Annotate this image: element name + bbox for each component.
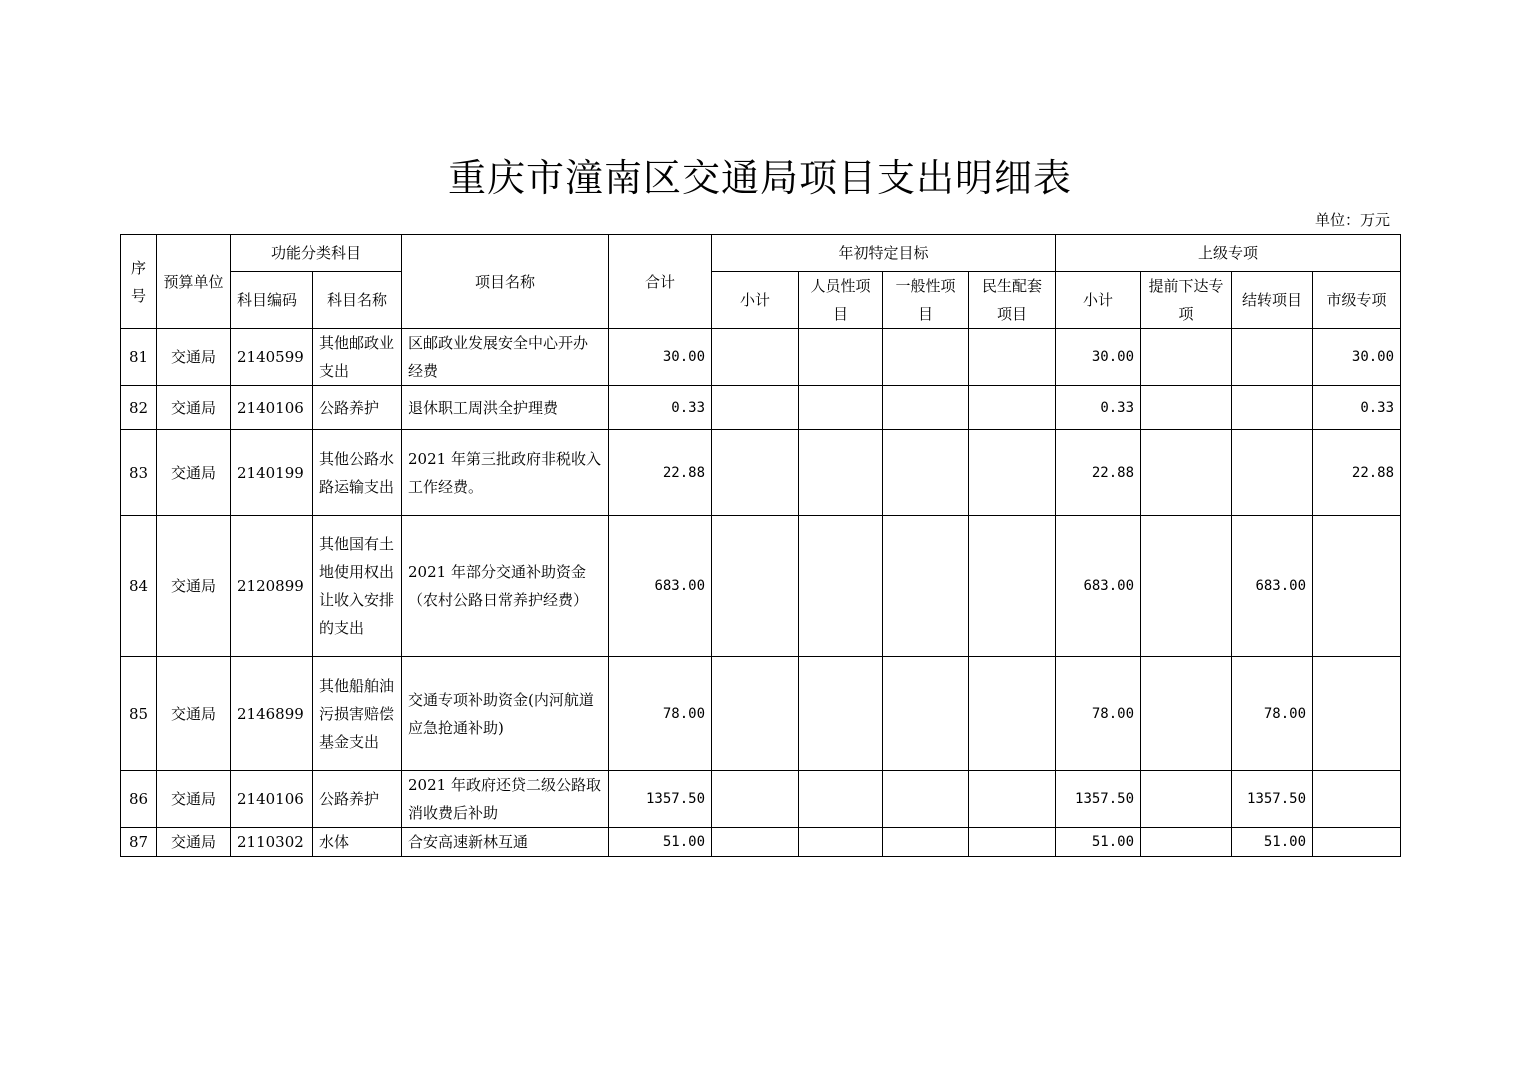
cell-general: [883, 329, 969, 386]
cell-personnel: [799, 386, 883, 430]
cell-general: [883, 657, 969, 771]
cell-unit: 交通局: [157, 329, 231, 386]
header-advance: 提前下达专项: [1141, 272, 1232, 329]
cell-unit: 交通局: [157, 828, 231, 857]
cell-municipal: 22.88: [1313, 430, 1401, 516]
cell-general: [883, 828, 969, 857]
cell-superior-subtotal: 22.88: [1056, 430, 1141, 516]
cell-code: 2140106: [231, 771, 313, 828]
header-func-class: 功能分类科目: [231, 235, 402, 272]
cell-code: 2140199: [231, 430, 313, 516]
cell-subject: 其他邮政业支出: [313, 329, 402, 386]
cell-carryover: 78.00: [1232, 657, 1313, 771]
cell-total: 51.00: [609, 828, 712, 857]
cell-superior-subtotal: 683.00: [1056, 516, 1141, 657]
cell-superior-subtotal: 30.00: [1056, 329, 1141, 386]
cell-annual-subtotal: [712, 657, 799, 771]
cell-superior-subtotal: 0.33: [1056, 386, 1141, 430]
cell-advance: [1141, 771, 1232, 828]
cell-project: 2021 年第三批政府非税收入工作经费。: [402, 430, 609, 516]
cell-annual-subtotal: [712, 430, 799, 516]
header-personnel: 人员性项目: [799, 272, 883, 329]
cell-total: 30.00: [609, 329, 712, 386]
cell-subject: 其他国有土地使用权出让收入安排的支出: [313, 516, 402, 657]
cell-subject: 水体: [313, 828, 402, 857]
cell-livelihood: [969, 329, 1056, 386]
table-row: [121, 386, 1401, 430]
cell-personnel: [799, 828, 883, 857]
cell-subject: 公路养护: [313, 771, 402, 828]
header-subject-name: 科目名称: [313, 272, 402, 329]
expenditure-table: [120, 234, 1401, 857]
cell-seq: 87: [121, 828, 157, 857]
table-row: [121, 329, 1401, 386]
header-general: 一般性项目: [883, 272, 969, 329]
cell-seq: 84: [121, 516, 157, 657]
table-header: [121, 235, 1401, 329]
cell-subject: 其他公路水路运输支出: [313, 430, 402, 516]
cell-unit: 交通局: [157, 771, 231, 828]
cell-personnel: [799, 516, 883, 657]
cell-personnel: [799, 430, 883, 516]
cell-carryover: [1232, 386, 1313, 430]
cell-advance: [1141, 516, 1232, 657]
header-total: 合计: [609, 235, 712, 329]
cell-unit: 交通局: [157, 430, 231, 516]
cell-project: 2021 年政府还贷二级公路取消收费后补助: [402, 771, 609, 828]
cell-carryover: 1357.50: [1232, 771, 1313, 828]
cell-municipal: [1313, 657, 1401, 771]
cell-total: 0.33: [609, 386, 712, 430]
cell-total: 78.00: [609, 657, 712, 771]
cell-project: 2021 年部分交通补助资金（农村公路日常养护经费）: [402, 516, 609, 657]
cell-subject: 公路养护: [313, 386, 402, 430]
cell-carryover: [1232, 329, 1313, 386]
table-row: [121, 516, 1401, 657]
cell-project: 退休职工周洪全护理费: [402, 386, 609, 430]
cell-annual-subtotal: [712, 386, 799, 430]
cell-unit: 交通局: [157, 516, 231, 657]
header-budget-unit: 预算单位: [157, 235, 231, 329]
cell-seq: 85: [121, 657, 157, 771]
cell-subject: 其他船舶油污损害赔偿基金支出: [313, 657, 402, 771]
page-title: 重庆市潼南区交通局项目支出明细表: [447, 156, 1072, 200]
header-project-name: 项目名称: [402, 235, 609, 329]
table-row: [121, 828, 1401, 857]
cell-livelihood: [969, 430, 1056, 516]
cell-carryover: 683.00: [1232, 516, 1313, 657]
cell-advance: [1141, 657, 1232, 771]
header-seq: 序号: [121, 235, 157, 329]
header-annual-subtotal: 小计: [712, 272, 799, 329]
cell-seq: 83: [121, 430, 157, 516]
header-municipal: 市级专项: [1313, 272, 1401, 329]
cell-superior-subtotal: 78.00: [1056, 657, 1141, 771]
table-row: [121, 430, 1401, 516]
cell-livelihood: [969, 516, 1056, 657]
cell-annual-subtotal: [712, 771, 799, 828]
header-carryover: 结转项目: [1232, 272, 1313, 329]
table-row: [121, 657, 1401, 771]
cell-municipal: [1313, 828, 1401, 857]
cell-personnel: [799, 329, 883, 386]
cell-project: 合安高速新林互通: [402, 828, 609, 857]
cell-livelihood: [969, 828, 1056, 857]
cell-seq: 86: [121, 771, 157, 828]
cell-general: [883, 771, 969, 828]
cell-livelihood: [969, 771, 1056, 828]
cell-superior-subtotal: 1357.50: [1056, 771, 1141, 828]
cell-advance: [1141, 828, 1232, 857]
cell-total: 683.00: [609, 516, 712, 657]
cell-code: 2110302: [231, 828, 313, 857]
header-subject-code: 科目编码: [231, 272, 313, 329]
cell-advance: [1141, 430, 1232, 516]
cell-annual-subtotal: [712, 516, 799, 657]
cell-project: 交通专项补助资金(内河航道应急抢通补助): [402, 657, 609, 771]
cell-total: 22.88: [609, 430, 712, 516]
cell-unit: 交通局: [157, 657, 231, 771]
cell-personnel: [799, 771, 883, 828]
cell-carryover: 51.00: [1232, 828, 1313, 857]
cell-annual-subtotal: [712, 828, 799, 857]
cell-livelihood: [969, 657, 1056, 771]
cell-advance: [1141, 386, 1232, 430]
cell-superior-subtotal: 51.00: [1056, 828, 1141, 857]
cell-seq: 82: [121, 386, 157, 430]
cell-code: 2120899: [231, 516, 313, 657]
cell-livelihood: [969, 386, 1056, 430]
header-superior: 上级专项: [1056, 235, 1401, 272]
cell-seq: 81: [121, 329, 157, 386]
cell-general: [883, 516, 969, 657]
cell-total: 1357.50: [609, 771, 712, 828]
cell-code: 2140106: [231, 386, 313, 430]
cell-advance: [1141, 329, 1232, 386]
table-row: [121, 771, 1401, 828]
cell-annual-subtotal: [712, 329, 799, 386]
cell-carryover: [1232, 430, 1313, 516]
cell-code: 2140599: [231, 329, 313, 386]
unit-label: 单位：万元: [1314, 211, 1390, 229]
header-annual-target: 年初特定目标: [712, 235, 1056, 272]
cell-code: 2146899: [231, 657, 313, 771]
cell-unit: 交通局: [157, 386, 231, 430]
cell-municipal: 0.33: [1313, 386, 1401, 430]
cell-municipal: 30.00: [1313, 329, 1401, 386]
cell-municipal: [1313, 771, 1401, 828]
table-body: [121, 329, 1401, 857]
header-superior-subtotal: 小计: [1056, 272, 1141, 329]
cell-general: [883, 386, 969, 430]
header-livelihood: 民生配套项目: [969, 272, 1056, 329]
cell-municipal: [1313, 516, 1401, 657]
cell-personnel: [799, 657, 883, 771]
cell-project: 区邮政业发展安全中心开办经费: [402, 329, 609, 386]
cell-general: [883, 430, 969, 516]
